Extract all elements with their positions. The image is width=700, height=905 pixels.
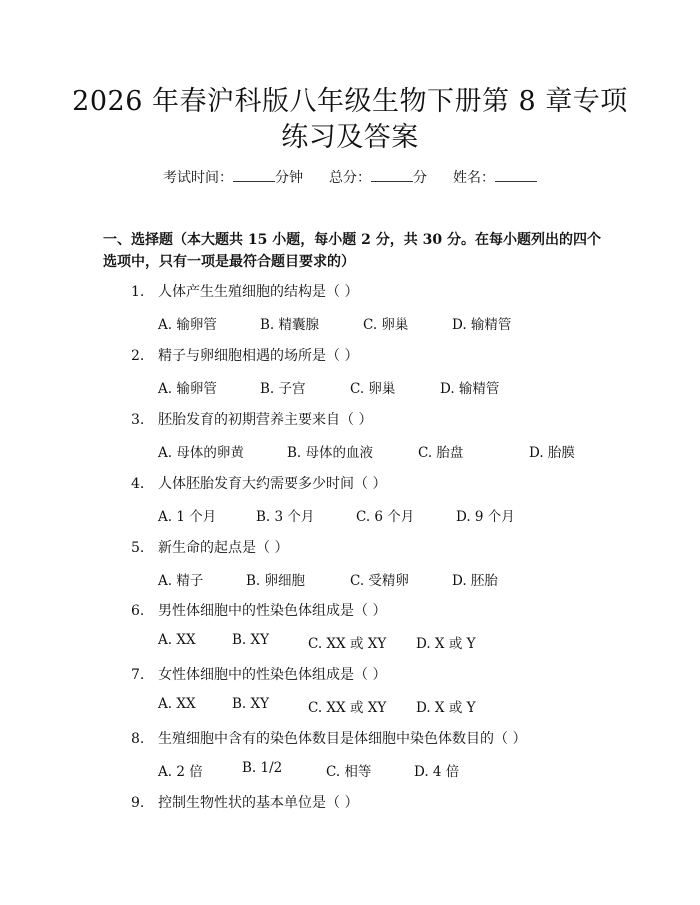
question-item xyxy=(131,728,526,748)
answer-option: A. XX xyxy=(158,696,196,712)
answer-option: C. XX 或 XY xyxy=(308,700,387,716)
answer-option: D. X 或 Y xyxy=(416,700,476,716)
question-number: 8. xyxy=(131,731,145,747)
question-item xyxy=(131,537,288,557)
answer-option: C. 卵巢 xyxy=(363,317,409,333)
time-unit: 分钟 xyxy=(275,170,303,186)
answer-option: A. 2 倍 xyxy=(158,764,203,780)
answer-option: A. 精子 xyxy=(158,573,204,589)
answer-option: D. X 或 Y xyxy=(416,636,476,652)
answer-option: D. 胚胎 xyxy=(452,573,498,589)
score-unit: 分 xyxy=(413,170,427,186)
page-title-line-1: 2026 年春沪科版八年级生物下册第 8 章专项 xyxy=(72,86,628,117)
answer-option: A. XX xyxy=(158,632,196,648)
question-text: 生殖细胞中含有的染色体数目是体细胞中染色体数目的（ ） xyxy=(158,731,527,747)
question-item xyxy=(131,345,358,365)
question-text: 男性体细胞中的性染色体组成是（ ） xyxy=(158,603,387,619)
question-number: 6. xyxy=(131,603,145,619)
time-label: 考试时间： xyxy=(163,170,233,186)
exam-info xyxy=(0,167,700,187)
answer-option: B. XY xyxy=(232,632,270,648)
question-item xyxy=(131,664,386,684)
question-number: 2. xyxy=(131,348,145,364)
section-header: 一、选择题（本大题共 15 小题，每小题 2 分，共 30 分。在每小题列出的四个选项中，只有一项是最符合题目要求的） xyxy=(103,232,601,270)
answer-option: A. 母体的卵黄 xyxy=(158,445,244,461)
question-number: 9. xyxy=(131,795,145,811)
page-title-line-2: 练习及答案 xyxy=(281,122,419,153)
score-label: 总分： xyxy=(329,170,371,186)
question-number: 4. xyxy=(131,476,145,492)
question-item xyxy=(131,473,386,493)
answer-option: C. 6 个月 xyxy=(356,509,415,525)
answer-option: B. 3 个月 xyxy=(256,509,315,525)
question-number: 3. xyxy=(131,412,145,428)
answer-option: B. 精囊腺 xyxy=(260,317,320,333)
answer-option: C. 相等 xyxy=(326,764,372,780)
answer-option: A. 输卵管 xyxy=(158,317,217,333)
answer-option: D. 输精管 xyxy=(440,381,500,397)
answer-option: A. 1 个月 xyxy=(158,509,217,525)
answer-option: D. 输精管 xyxy=(452,317,512,333)
question-text: 女性体细胞中的性染色体组成是（ ） xyxy=(158,667,387,683)
answer-option: C. 胎盘 xyxy=(418,445,464,461)
question-item xyxy=(131,409,372,429)
question-number: 7. xyxy=(131,667,145,683)
answer-option: D. 9 个月 xyxy=(456,509,515,525)
answer-option: C. 卵巢 xyxy=(350,381,396,397)
answer-option: B. 1/2 xyxy=(242,760,283,776)
question-text: 人体胚胎发育大约需要多少时间（ ） xyxy=(158,476,387,492)
question-item xyxy=(131,281,358,301)
answer-option: C. 受精卵 xyxy=(350,573,409,589)
name-blank xyxy=(495,169,537,182)
time-blank xyxy=(233,169,275,182)
answer-option: B. 子宫 xyxy=(260,381,306,397)
answer-option: D. 4 倍 xyxy=(414,764,460,780)
question-text: 胚胎发育的初期营养主要来自（ ） xyxy=(158,412,373,428)
name-label: 姓名： xyxy=(453,170,495,186)
question-number: 1. xyxy=(131,284,145,300)
answer-option: D. 胎膜 xyxy=(529,445,575,461)
question-text: 精子与卵细胞相遇的场所是（ ） xyxy=(158,348,359,364)
score-blank xyxy=(371,169,413,182)
question-item xyxy=(131,792,358,812)
answer-option: C. XX 或 XY xyxy=(308,636,387,652)
answer-option: B. 母体的血液 xyxy=(287,445,374,461)
answer-option: B. 卵细胞 xyxy=(246,573,306,589)
answer-option: B. XY xyxy=(232,696,270,712)
answer-option: A. 输卵管 xyxy=(158,381,217,397)
question-number: 5. xyxy=(131,540,145,556)
question-item xyxy=(131,600,386,620)
question-text: 人体产生生殖细胞的结构是（ ） xyxy=(158,284,359,300)
question-text: 新生命的起点是（ ） xyxy=(158,540,289,556)
question-text: 控制生物性状的基本单位是（ ） xyxy=(158,795,359,811)
